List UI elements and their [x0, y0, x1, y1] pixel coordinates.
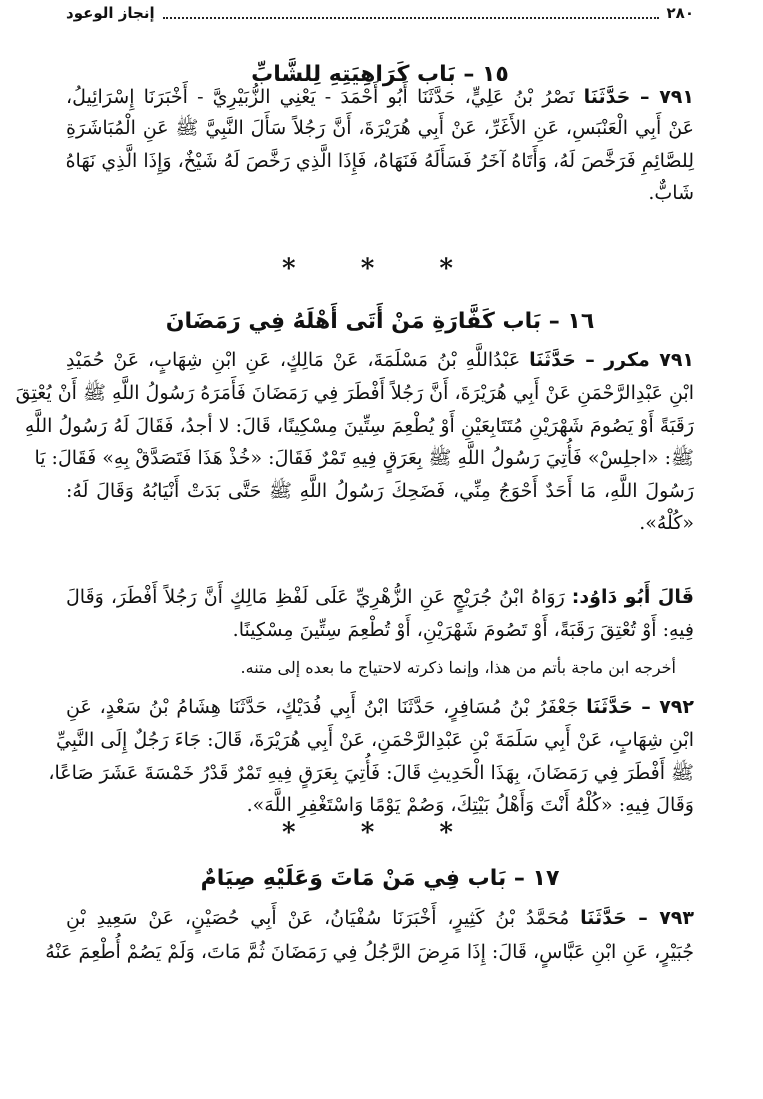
hadith-text: نَصْرُ بْنُ عَلِيٍّ، حَدَّثَنَا أَبُو أَحْمَدَ - يَعْنِي الزُّبَيْرِيَّ - أَخْبَرَنَا إِسْرَائِيلُ، — [66, 86, 575, 108]
section-title-15: ١٥ – بَاب كَرَاهِيَتِهِ لِلشَّابِّ — [251, 62, 509, 87]
abu-dawud-text: رَوَاهُ ابْنُ جُرَيْجٍ عَنِ الزُّهْرِيِّ عَلَى لَفْظِ مَالِكٍ أَنَّ رَجُلاً أَفْطَرَ، وَقَالَ — [66, 586, 565, 608]
hadith-793-line-1 — [66, 902, 694, 934]
header-dots — [163, 7, 659, 19]
hadith-792-line-1 — [66, 691, 694, 723]
hadith-791m-line-1 — [66, 344, 694, 376]
book-title: إنجاز الوعود — [66, 4, 155, 22]
hadith-text: عَبْدُاللَّهِ بْنُ مَسْلَمَةَ، عَنْ مَالِكٍ، عَنِ ابْنِ شِهَابٍ، عَنْ حُمَيْدِ — [66, 349, 521, 371]
hadith-791m-line-4: ﷺ: «اجلِسْ» فَأُتِيَ رَسُولُ اللَّهِ ﷺ بِعَرَقٍ فِيهِ تَمْرٌ فَقَالَ: «خُذْ هَذَا فَتَصَدَّقْ بِهِ» فَقَالَ: يَا — [34, 447, 694, 469]
hadith-791-line-3: لِلصَّائِمِ فَرَخَّصَ لَهُ، وَأَتَاهُ آخَرُ فَسَأَلَهُ فَنَهَاهُ، فَإِذَا الَّذِي رَخَّصَ لَهُ شَيْخٌ، وَإِذَا الَّذِي نَهَاهُ — [65, 150, 694, 172]
hadith-792-line-3: ﷺ أَفْطَرَ فِي رَمَضَانَ، بِهَذَا الْحَدِيثِ قَالَ: فَأُتِيَ بِعَرَقٍ فِيهِ تَمْرٌ قَدْرُ خَمْسَةَ عَشَرَ صَاعًا، — [48, 762, 694, 784]
commentary-note: أخرجه ابن ماجة بأتم من هذا، وإنما ذكرته لاحتياج ما بعده إلى متنه. — [240, 658, 676, 677]
section-title-17: ١٧ – بَاب فِي مَنْ مَاتَ وَعَلَيْهِ صِيَامٌ — [200, 866, 560, 891]
section-title-16: ١٦ – بَاب كَفَّارَةِ مَنْ أَتَى أَهْلَهُ فِي رَمَضَانَ — [165, 309, 595, 334]
hadith-791m-line-6: «كُلْهُ». — [639, 512, 694, 534]
running-header — [66, 4, 694, 22]
page-number: ٢٨٠ — [666, 4, 694, 22]
hadith-text: جَعْفَرُ بْنُ مُسَافِرٍ، حَدَّثَنَا ابْنُ أَبِي فُدَيْكٍ، حَدَّثَنَا هِشَامُ بْنُ سَعْدٍ، عَنِ — [66, 696, 579, 718]
hadith-791-line-2: عَنْ أَبِي الْعَنْبَسِ، عَنِ الأَغَرِّ، عَنْ أَبِي هُرَيْرَةَ، أَنَّ رَجُلاً سَأَلَ النَّبِيَّ ﷺ عَنِ الْمُبَاشَرَةِ — [66, 117, 694, 139]
hadith-792-line-4: وَقَالَ فِيهِ: «كُلْهُ أَنْتَ وَأَهْلُ بَيْتِكَ، وَصُمْ يَوْمًا وَاسْتَغْفِرِ اللَّهَ». — [246, 794, 694, 816]
hadith-793-line-2: جُبَيْرٍ، عَنِ ابْنِ عَبَّاسٍ، قَالَ: إِذَا مَرِضَ الرَّجُلُ فِي رَمَضَانَ ثُمَّ مَاتَ، وَلَمْ يَصُمْ أُطْعِمَ عَنْهُ — [45, 941, 694, 963]
hadith-number: ٧٩٢ – حَدَّثَنَا — [586, 696, 694, 718]
hadith-791m-line-2: ابْنِ عَبْدِالرَّحْمَنِ عَنْ أَبِي هُرَيْرَةَ، أَنَّ رَجُلاً أَفْطَرَ فِي رَمَضَانَ فَأَمَرَهُ رَسُولُ اللَّهِ ﷺ أَنْ يُعْتِقَ — [15, 382, 694, 404]
abu-dawud-line-2: فِيهِ: أَوْ تُعْتِقَ رَقَبَةً، أَوْ تَصُومَ شَهْرَيْنِ، أَوْ تُطْعِمَ سِتِّينَ مِسْكِينًا. — [232, 619, 694, 641]
hadith-number: ٧٩١ – حَدَّثَنَا — [583, 86, 694, 108]
hadith-number: ٧٩١ مكرر – حَدَّثَنَا — [529, 349, 695, 371]
abu-dawud-label: قَالَ أَبُو دَاوُد: — [571, 586, 694, 608]
hadith-791m-line-3: رَقَبَةً أَوْ يَصُومَ شَهْرَيْنِ مُتَتَابِعَيْنِ أَوْ يُطْعِمَ سِتِّينَ مِسْكِينًا، قَالَ: لا أجدُ، فَقَالَ لَهُ رَسُولُ اللَّهِ — [24, 415, 694, 437]
separator-stars: * * * — [282, 818, 481, 848]
hadith-791m-line-5: رَسُولَ اللَّهِ، مَا أَحَدٌ أَحْوَجُ مِنِّي، فَضَحِكَ رَسُولُ اللَّهِ ﷺ حَتَّى بَدَتْ أَنْيَابُهُ وَقَالَ لَهُ: — [66, 480, 694, 502]
hadith-number: ٧٩٣ – حَدَّثَنَا — [580, 907, 694, 929]
hadith-792-line-2: ابْنِ شِهَابٍ، عَنْ أَبِي سَلَمَةَ بْنِ عَبْدِالرَّحْمَنِ، عَنْ أَبِي هُرَيْرَةَ، قَالَ: جَاءَ رَجُلٌ إِلَى النَّبِيِّ — [55, 729, 694, 751]
abu-dawud-line-1 — [66, 581, 694, 613]
separator-stars: * * * — [282, 254, 481, 284]
hadith-text: مُحَمَّدُ بْنُ كَثِيرٍ، أَخْبَرَنَا سُفْيَانُ، عَنْ أَبِي حُصَيْنٍ، عَنْ سَعِيدِ بْنِ — [66, 907, 570, 929]
hadith-791-line-1 — [66, 81, 694, 113]
hadith-791-line-4: شَابٌّ. — [648, 182, 694, 204]
